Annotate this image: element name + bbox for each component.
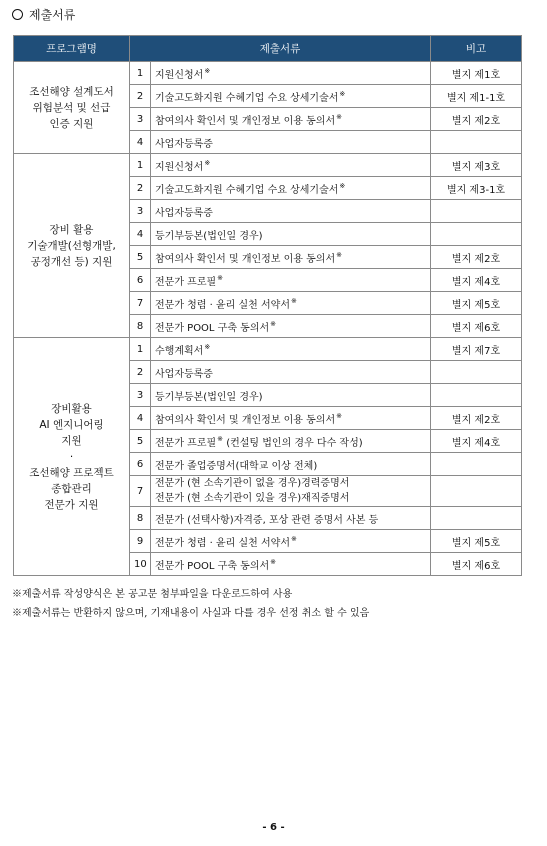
row-number-cell: 4	[130, 407, 151, 430]
document-name-cell: 전문가 POOL 구축 동의서※	[151, 315, 431, 338]
row-number-cell: 5	[130, 246, 151, 269]
required-form-mark: ※	[339, 90, 346, 99]
row-number-cell: 6	[130, 269, 151, 292]
note-cell: 별지 제2호	[431, 407, 522, 430]
note-cell: 별지 제2호	[431, 246, 522, 269]
row-number-cell: 8	[130, 507, 151, 530]
note-cell: 별지 제3호	[431, 154, 522, 177]
note-cell: 별지 제7호	[431, 338, 522, 361]
required-form-mark: ※	[217, 274, 224, 283]
required-form-mark: ※	[291, 297, 297, 306]
required-form-mark: ※	[339, 182, 346, 191]
note-cell	[431, 384, 522, 407]
required-form-mark: ※	[270, 558, 277, 567]
note-cell	[431, 131, 522, 154]
section-heading	[12, 6, 75, 23]
document-name-cell: 수행계획서※	[151, 338, 431, 361]
row-number-cell: 2	[130, 177, 151, 200]
document-name-cell: 참여의사 확인서 및 개인정보 이용 동의서※	[151, 108, 431, 131]
row-number-cell: 3	[130, 384, 151, 407]
row-number-cell: 4	[130, 131, 151, 154]
header-program: 프로그램명	[14, 36, 130, 62]
table-row	[14, 338, 522, 361]
row-number-cell: 1	[130, 338, 151, 361]
row-number-cell: 9	[130, 530, 151, 553]
required-form-mark: ※	[217, 435, 224, 444]
row-number-cell: 10	[130, 553, 151, 576]
document-name-cell: 기술고도화지원 수혜기업 수요 상세기술서※	[151, 85, 431, 108]
row-number-cell: 1	[130, 154, 151, 177]
footnote: ※제출서류 작성양식은 본 공고문 첨부파일을 다운로드하여 사용	[12, 589, 293, 600]
document-name-cell: 참여의사 확인서 및 개인정보 이용 동의서※	[151, 407, 431, 430]
document-name-cell: 사업자등록증	[151, 200, 431, 223]
row-number-cell: 2	[130, 85, 151, 108]
footnotes	[12, 585, 369, 623]
required-form-mark: ※	[336, 251, 342, 260]
circle-bullet-icon	[12, 9, 23, 20]
document-name-cell: 사업자등록증	[151, 131, 431, 154]
document-name-cell: 전문가 (선택사항)자격증, 포상 관련 증명서 사본 등	[151, 507, 431, 530]
note-cell	[431, 476, 522, 507]
row-number-cell: 5	[130, 430, 151, 453]
section-heading-text: 제출서류	[29, 8, 76, 22]
document-name-cell: 등기부등본(법인일 경우)	[151, 384, 431, 407]
note-cell: 별지 제5호	[431, 292, 522, 315]
row-number-cell: 1	[130, 62, 151, 85]
note-cell: 별지 제1호	[431, 62, 522, 85]
note-cell: 별지 제4호	[431, 430, 522, 453]
document-name-cell: 전문가 POOL 구축 동의서※	[151, 553, 431, 576]
note-cell	[431, 361, 522, 384]
document-name-cell: 전문가 (현 소속기관이 없을 경우)경력증명서 전문가 (현 소속기관이 있을 경우)재직증명서	[151, 476, 431, 507]
table-row	[14, 154, 522, 177]
header-note: 비고	[431, 36, 522, 62]
note-cell: 별지 제1-1호	[431, 85, 522, 108]
note-cell: 별지 제6호	[431, 553, 522, 576]
note-cell: 별지 제3-1호	[431, 177, 522, 200]
header-documents: 제출서류	[130, 36, 431, 62]
row-number-cell: 2	[130, 361, 151, 384]
row-number-cell: 7	[130, 292, 151, 315]
document-name-cell: 참여의사 확인서 및 개인정보 이용 동의서※	[151, 246, 431, 269]
documents-table	[13, 35, 522, 576]
required-form-mark: ※	[204, 67, 211, 76]
row-number-cell: 3	[130, 200, 151, 223]
document-name-cell: 전문가 프로필※	[151, 269, 431, 292]
row-number-cell: 8	[130, 315, 151, 338]
row-number-cell: 3	[130, 108, 151, 131]
note-cell: 별지 제2호	[431, 108, 522, 131]
program-name-cell: 장비활용 AI 엔지니어링 지원 · 조선해양 프로젝트 종합관리 전문가 지원	[14, 338, 130, 576]
note-cell	[431, 200, 522, 223]
program-name-cell: 조선해양 설계도서 위험분석 및 선급 인증 지원	[14, 62, 130, 154]
document-name-cell: 전문가 청렴 · 윤리 실천 서약서※	[151, 292, 431, 315]
document-name-cell: 전문가 졸업증명서(대학교 이상 전체)	[151, 453, 431, 476]
program-name-cell: 장비 활용 기술개발(선형개발, 공정개선 등) 지원	[14, 154, 130, 338]
table-header-row	[14, 36, 522, 62]
required-form-mark: ※	[270, 320, 277, 329]
row-number-cell: 4	[130, 223, 151, 246]
note-cell: 별지 제4호	[431, 269, 522, 292]
document-name-cell: 지원신청서※	[151, 154, 431, 177]
required-form-mark: ※	[204, 159, 211, 168]
required-form-mark: ※	[336, 412, 342, 421]
document-name-cell: 기술고도화지원 수혜기업 수요 상세기술서※	[151, 177, 431, 200]
note-cell: 별지 제5호	[431, 530, 522, 553]
note-cell	[431, 507, 522, 530]
note-cell	[431, 223, 522, 246]
document-name-cell: 등기부등본(법인일 경우)	[151, 223, 431, 246]
required-form-mark: ※	[336, 113, 342, 122]
required-form-mark: ※	[291, 535, 297, 544]
footnote: ※제출서류는 반환하지 않으며, 기재내용이 사실과 다를 경우 선정 취소 할 수 있음	[12, 608, 370, 619]
note-cell: 별지 제6호	[431, 315, 522, 338]
page-number: - 6 -	[262, 822, 285, 833]
document-name-cell: 전문가 청렴 · 윤리 실천 서약서※	[151, 530, 431, 553]
document-name-cell: 전문가 프로필※ (컨설팅 법인의 경우 다수 작성)	[151, 430, 431, 453]
document-name-cell: 사업자등록증	[151, 361, 431, 384]
document-name-cell: 지원신청서※	[151, 62, 431, 85]
row-number-cell: 6	[130, 453, 151, 476]
note-cell	[431, 453, 522, 476]
table-row	[14, 62, 522, 85]
row-number-cell: 7	[130, 476, 151, 507]
table-body	[14, 62, 522, 576]
required-form-mark: ※	[204, 343, 211, 352]
